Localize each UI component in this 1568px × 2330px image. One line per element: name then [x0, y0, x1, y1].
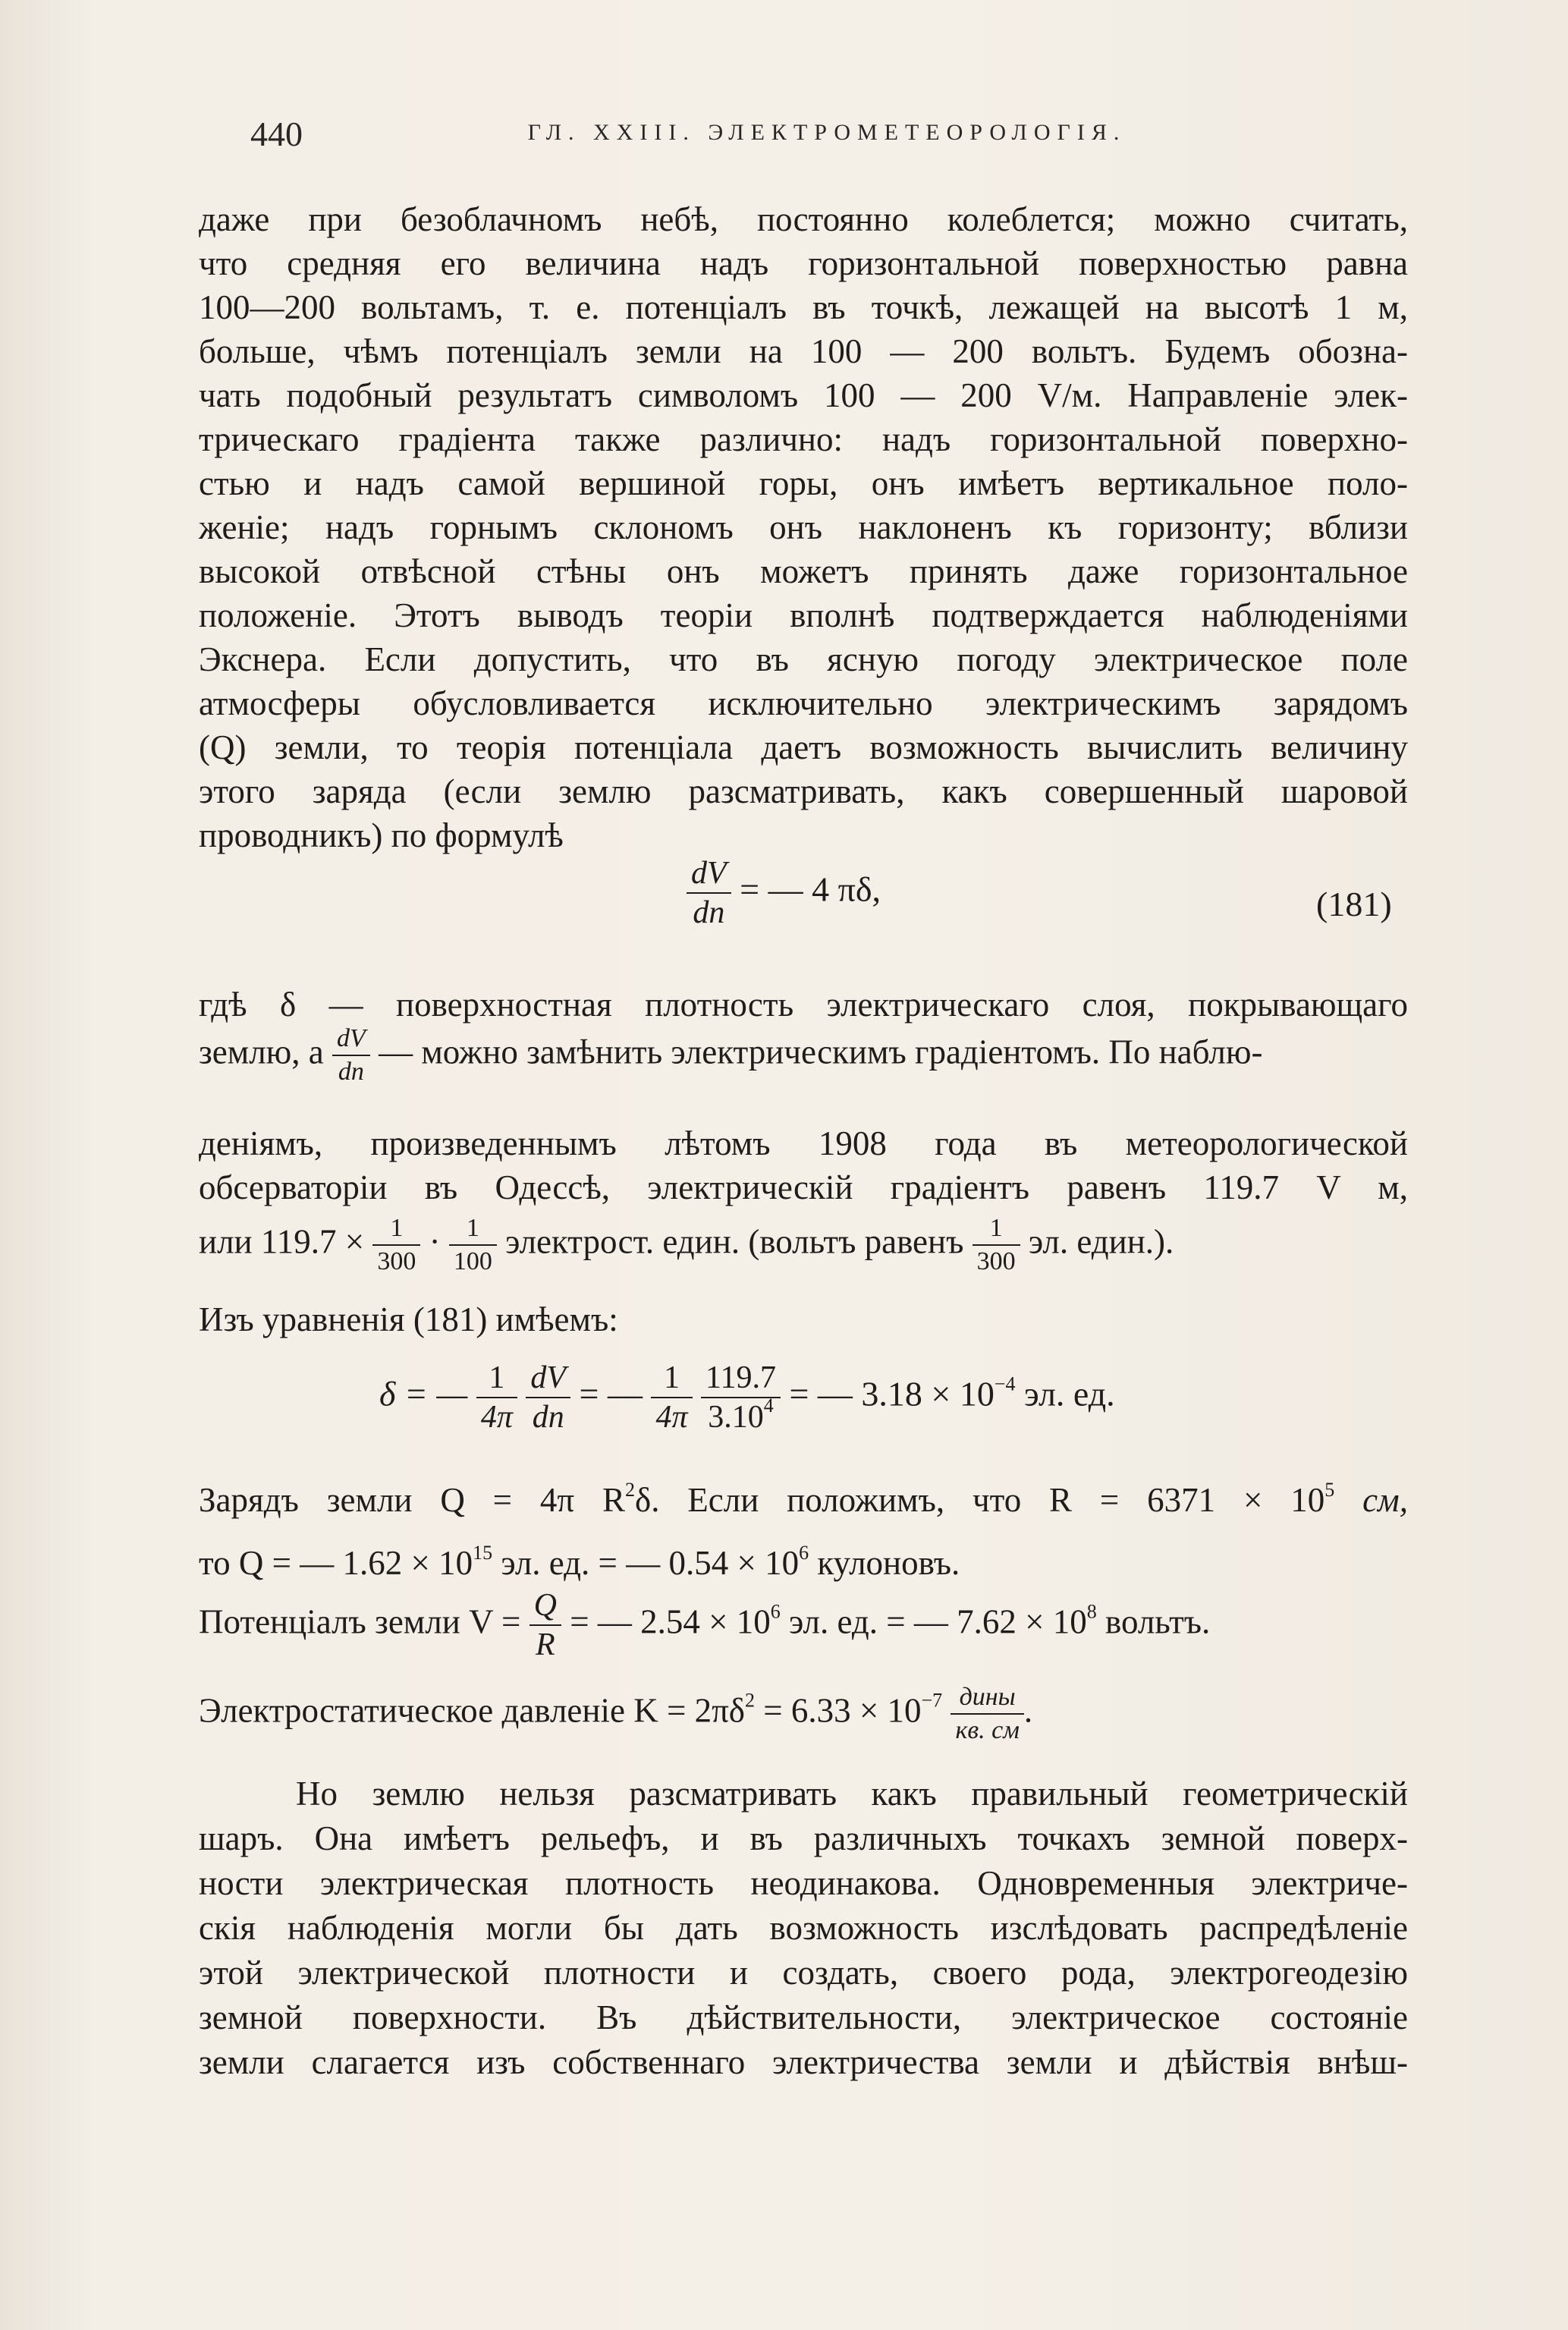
fraction [651, 1362, 692, 1433]
fraction-denominator [701, 1395, 781, 1435]
exponent: 6 [770, 1600, 781, 1623]
text-line: (Q) земли, то теорія потенціала даетъ возможность вычислить величину [199, 728, 1408, 766]
text-line: земной поверхности. Въ дѣйствительности, электрическое состояніе [199, 1998, 1408, 2036]
fraction-denominator: 300 [976, 1247, 1016, 1275]
text-line: женіе; надъ горнымъ склономъ онъ наклоненъ къ горизонту; вблизи [199, 508, 1408, 546]
fraction-denominator: 4π [655, 1400, 688, 1435]
text-line: этого заряда (если землю разсматривать, какъ совершенный шаровой [199, 772, 1408, 810]
exponent: −7 [921, 1689, 943, 1712]
fraction-denominator: R [535, 1627, 555, 1662]
running-title: ГЛ. XXIII. ЭЛЕКТРОМЕТЕОРОЛОГІЯ. [527, 120, 1127, 145]
exponent: 2 [625, 1479, 635, 1501]
fraction-denominator: 100 [453, 1247, 492, 1275]
text-span: эл. един.). [1028, 1222, 1174, 1261]
text-line: проводникъ) по формулѣ [199, 816, 564, 854]
text-line: обсерваторіи въ Одессѣ, электрическій градіентъ равенъ 119.7 V м, [199, 1168, 1408, 1206]
exponent: 15 [473, 1542, 493, 1564]
fraction-denominator: кв. см [955, 1716, 1020, 1744]
fraction [332, 1026, 370, 1085]
text-line: шаръ. Она имѣетъ рельефъ, и въ различныхъ точкахъ земной поверх- [199, 1819, 1408, 1857]
exponent: 4 [763, 1395, 774, 1417]
exponent: 2 [745, 1689, 755, 1712]
fraction-numerator: дины [951, 1684, 1023, 1715]
fraction-numerator: Q [529, 1589, 561, 1626]
text-line: деніямъ, произведеннымъ лѣтомъ 1908 года въ метеорологической [199, 1124, 1408, 1162]
text-span: — можно замѣнить электрическимъ градіентомъ. По наблю- [379, 1033, 1263, 1071]
fraction [951, 1684, 1023, 1744]
fraction-denominator: dn [532, 1400, 564, 1435]
fraction-numerator: 1 [651, 1362, 692, 1398]
text-span: вольтъ. [1105, 1602, 1211, 1641]
text-line: даже при безоблачномъ небѣ, постоянно колеблется; можно считать, [199, 200, 1408, 238]
text-line [199, 1589, 1408, 1662]
text-line: Изъ уравненія (181) имѣемъ: [199, 1300, 618, 1338]
text-line: этой электрической плотности и создать, своего рода, электрогеодезію [199, 1954, 1408, 1992]
text-span: Электростатическое давленіе K = 2πδ [199, 1691, 745, 1730]
text-span: землю, а [199, 1033, 324, 1071]
fraction-numerator: 1 [973, 1215, 1020, 1246]
fraction [476, 1362, 517, 1433]
text-line: что средняя его величина надъ горизонтальной поверхностью равна [199, 244, 1408, 282]
text-span: эл. ед. = — 7.62 × 10 [789, 1602, 1087, 1641]
fraction [701, 1362, 781, 1433]
equation-number: (181) [1316, 885, 1392, 923]
text-line: стью и надъ самой вершиной горы, онъ имѣетъ вертикальное поло- [199, 464, 1408, 502]
text-span: δ = — [379, 1374, 468, 1413]
text-line: земли слагается изъ собственнаго электричества земли и дѣйствія внѣш- [199, 2043, 1408, 2081]
text-line: Экснера. Если допустить, что въ ясную погоду электрическое поле [199, 640, 1408, 678]
page-number: 440 [250, 115, 303, 153]
text-span: · [429, 1222, 441, 1261]
text-span: δ. Если положимъ, что R = 6371 × 10 [635, 1481, 1325, 1519]
fraction-denominator: 300 [377, 1247, 416, 1275]
text-line: ности электрическая плотность неодинакова. Одновременныя электриче- [199, 1864, 1408, 1902]
text-line: гдѣ δ — поверхностная плотность электрическаго слоя, покрывающаго [199, 986, 1408, 1024]
text-span: = — 2.54 × 10 [570, 1602, 771, 1641]
text-line: 100—200 вольтамъ, т. е. потенціалъ въ точкѣ, лежащей на высотѣ 1 м, [199, 288, 1408, 326]
page-header [250, 114, 1403, 159]
exponent: 8 [1086, 1600, 1097, 1623]
fraction [372, 1215, 420, 1275]
text-span: = — [579, 1374, 643, 1413]
text-line: атмосферы обусловливается исключительно электрическимъ зарядомъ [199, 684, 1408, 722]
fraction-numerator: dV [332, 1026, 370, 1056]
text-span: . [1023, 1691, 1033, 1730]
text-span: см, [1362, 1481, 1409, 1519]
fraction [526, 1362, 570, 1433]
equation-rhs: = — 4 πδ, [740, 869, 881, 909]
fraction-numerator: 1 [449, 1215, 497, 1246]
equation-delta [379, 1362, 1115, 1433]
text-span: Потенціалъ земли V = [199, 1602, 521, 1641]
text-span: кулоновъ. [817, 1544, 960, 1582]
text-line [199, 1215, 1408, 1284]
fraction-numerator: 119.7 [701, 1362, 781, 1398]
fraction-denominator: 4π [480, 1400, 513, 1435]
fraction [973, 1215, 1020, 1275]
exponent: 5 [1324, 1479, 1335, 1501]
text-line: больше, чѣмъ потенціалъ земли на 100 — 200 вольтъ. Будемъ обозна- [199, 332, 1408, 370]
fraction-denominator: dn [693, 895, 725, 930]
text-span: 3.10 [708, 1400, 764, 1435]
text-line [199, 1478, 1408, 1522]
text-line: скія наблюденія могли бы дать возможность изслѣдовать распредѣленіе [199, 1909, 1408, 1947]
exponent: −4 [994, 1373, 1016, 1395]
text-line: чать подобный результатъ символомъ 100 — 200 V/м. Направленіе элек- [199, 376, 1408, 414]
fraction-denominator: dn [338, 1058, 364, 1086]
text-line [199, 1541, 1408, 1585]
text-line [199, 1026, 1408, 1086]
text-span: = — 3.18 × 10 [789, 1374, 995, 1413]
text-span: Зарядъ земли Q = 4π R [199, 1481, 625, 1519]
text-span: эл. ед. = — 0.54 × 10 [501, 1544, 800, 1582]
text-span: = 6.33 × 10 [763, 1691, 922, 1730]
text-line: Но землю нельзя разсматривать какъ правильный геометрическій [296, 1775, 1408, 1813]
fraction-numerator: 1 [476, 1362, 517, 1398]
fraction-numerator: dV [526, 1362, 570, 1398]
fraction [529, 1589, 561, 1661]
text-span: то Q = — 1.62 × 10 [199, 1544, 473, 1582]
text-span: эл. ед. [1024, 1374, 1115, 1413]
text-line: трическаго градіента также различно: надъ горизонтальной поверхно- [199, 420, 1408, 458]
fraction [449, 1215, 497, 1275]
text-line: высокой отвѣсной стѣны онъ можетъ принять даже горизонтальное [199, 552, 1408, 590]
exponent: 6 [799, 1542, 809, 1564]
equation-181 [687, 857, 881, 929]
text-line: положеніе. Этотъ выводъ теоріи вполнѣ подтверждается наблюденіями [199, 596, 1408, 634]
text-line [199, 1684, 1408, 1756]
fraction-numerator: 1 [372, 1215, 420, 1246]
text-span: электрост. един. (вольтъ равенъ [505, 1222, 964, 1261]
text-span: или 119.7 × [199, 1222, 365, 1261]
fraction-numerator: dV [687, 857, 731, 894]
fraction [687, 857, 731, 929]
